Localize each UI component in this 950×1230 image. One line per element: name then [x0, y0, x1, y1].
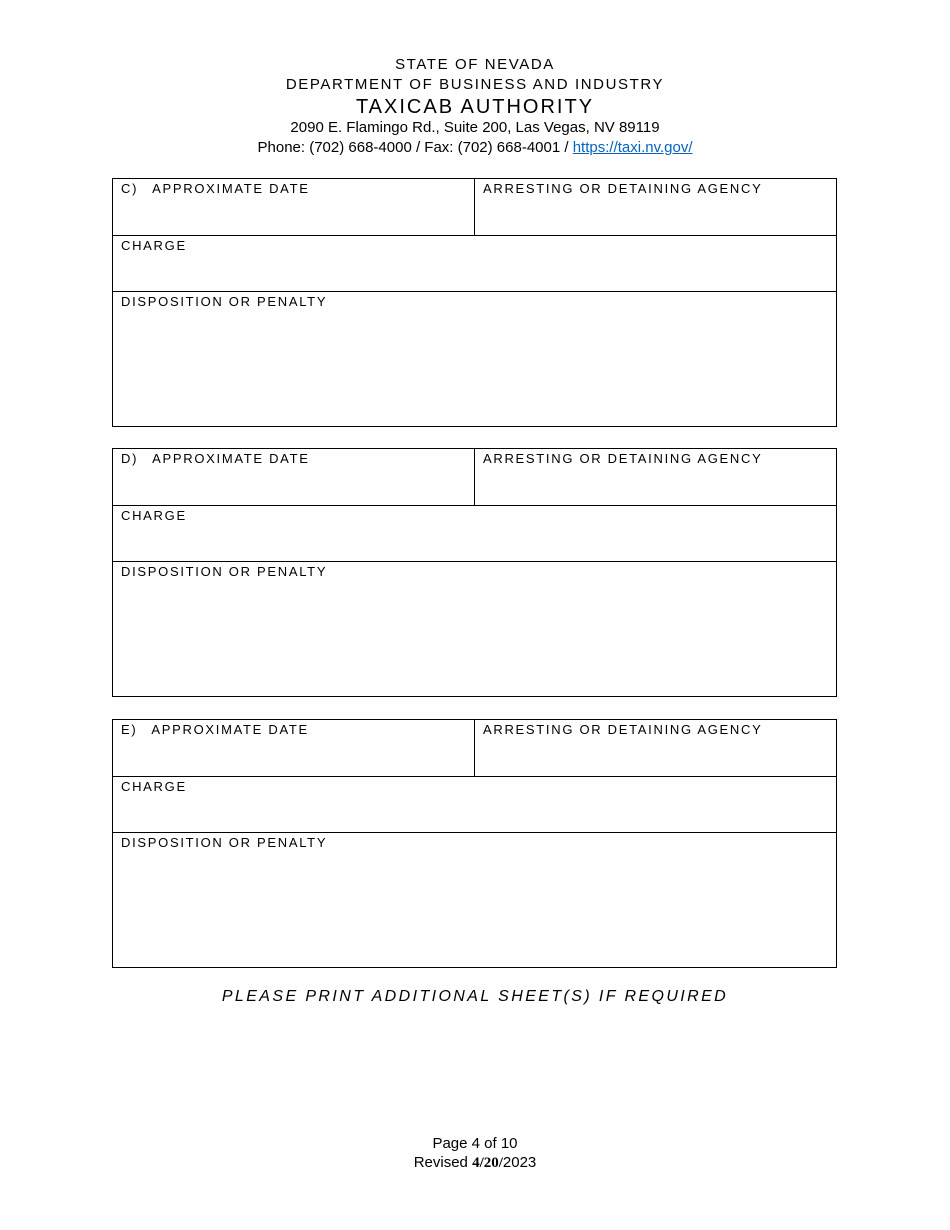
- address: 2090 E. Flamingo Rd., Suite 200, Las Vegas, NV 89119: [290, 119, 660, 136]
- revision-line: [0, 1153, 950, 1173]
- charge-label: CHARGE: [121, 508, 187, 523]
- charge-field[interactable]: [113, 506, 836, 561]
- revised-year: 2023: [502, 1154, 537, 1171]
- disposition-label: DISPOSITION OR PENALTY: [121, 835, 328, 850]
- disposition-field[interactable]: [113, 292, 836, 426]
- charge-label: CHARGE: [121, 779, 187, 794]
- letterhead: [0, 55, 950, 158]
- agency-label: ARRESTING OR DETAINING AGENCY: [483, 722, 763, 737]
- approximate-date-field[interactable]: [113, 449, 475, 505]
- website-link[interactable]: https://taxi.nv.gov/: [572, 139, 693, 156]
- date-label: APPROXIMATE DATE: [151, 722, 309, 737]
- agency-field[interactable]: [475, 179, 836, 235]
- date-label: APPROXIMATE DATE: [152, 181, 310, 196]
- phone-fax: Phone: (702) 668-4000 / Fax: (702) 668-4001 /: [257, 139, 573, 156]
- charge-field[interactable]: [113, 236, 836, 291]
- page-number: Page 4 of 10: [432, 1135, 518, 1152]
- approximate-date-field[interactable]: [113, 720, 475, 776]
- charge-field[interactable]: [113, 777, 836, 832]
- state-name: STATE OF NEVADA: [395, 56, 555, 73]
- revised-date: 4/20/: [472, 1155, 503, 1171]
- block-letter: D): [121, 451, 139, 466]
- offense-block-e: [112, 719, 837, 968]
- disposition-label: DISPOSITION OR PENALTY: [121, 564, 328, 579]
- contact-line: [0, 138, 950, 158]
- approximate-date-field[interactable]: [113, 179, 475, 235]
- disposition-field[interactable]: [113, 833, 836, 967]
- disposition-field[interactable]: [113, 562, 836, 696]
- additional-sheets-notice: PLEASE PRINT ADDITIONAL SHEET(S) IF REQUIRED: [221, 988, 729, 1005]
- block-letter: E): [121, 722, 138, 737]
- department-name: DEPARTMENT OF BUSINESS AND INDUSTRY: [285, 76, 665, 93]
- revised-label: Revised: [413, 1154, 473, 1171]
- agency-field[interactable]: [475, 720, 836, 776]
- disposition-label: DISPOSITION OR PENALTY: [121, 294, 328, 309]
- agency-field[interactable]: [475, 449, 836, 505]
- agency-label: ARRESTING OR DETAINING AGENCY: [483, 181, 763, 196]
- agency-label: ARRESTING OR DETAINING AGENCY: [483, 451, 763, 466]
- authority-name: TAXICAB AUTHORITY: [355, 96, 595, 118]
- block-letter: C): [121, 181, 139, 196]
- offense-block-d: [112, 448, 837, 697]
- offense-block-c: [112, 178, 837, 427]
- date-label: APPROXIMATE DATE: [152, 451, 310, 466]
- page-footer: [0, 1134, 950, 1173]
- charge-label: CHARGE: [121, 238, 187, 253]
